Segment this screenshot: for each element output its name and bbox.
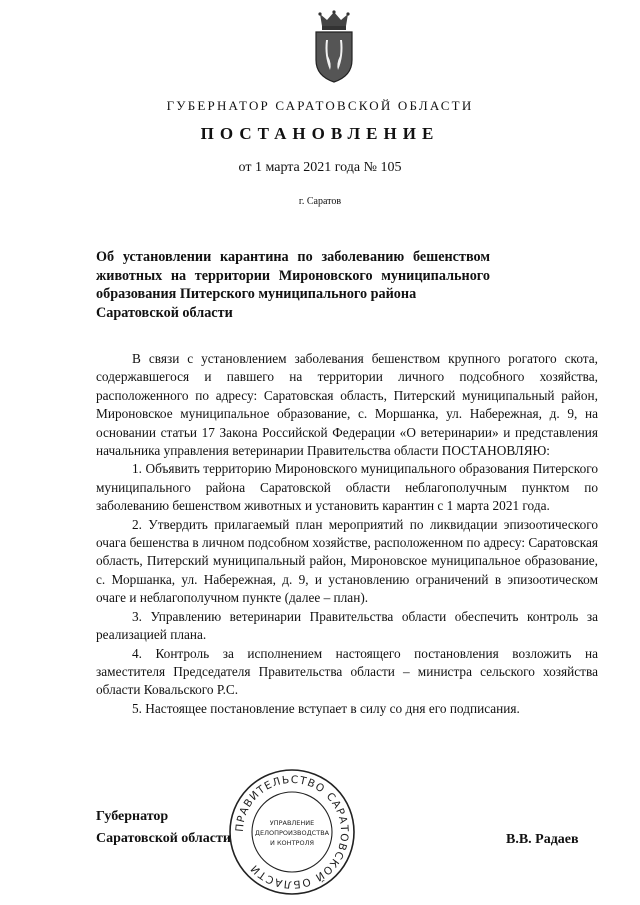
- stamp-line: ДЕЛОПРОИЗВОДСТВА: [254, 829, 330, 837]
- body-item-4: 4. Контроль за исполнением настоящего постановления возложить на заместителя Председателя Правительства области – министра сельского хозяйства области Ковальского Р.С.: [96, 645, 598, 698]
- signatory-position: [96, 806, 231, 850]
- stamp-ring-text: ПРАВИТЕЛЬСТВО САРАТОВСКОЙ ОБЛАСТИ: [233, 773, 351, 891]
- subject-line: Об установлении карантина по заболеванию бешенством: [96, 249, 490, 265]
- issuer-title: ГУБЕРНАТОР САРАТОВСКОЙ ОБЛАСТИ: [166, 98, 474, 113]
- subject-line: Саратовской области: [96, 304, 233, 321]
- signatory-position-line: Губернатор: [96, 809, 169, 824]
- body-item-5: 5. Настоящее постановление вступает в силу со дня его подписания.: [132, 700, 520, 716]
- stamp-line: УПРАВЛЕНИЕ: [269, 819, 315, 827]
- subject-line: образования Питерского муниципального района: [96, 286, 417, 302]
- body-item-3: 3. Управлению ветеринарии Правительства области обеспечить контроль за реализацией плана.: [96, 608, 598, 643]
- body-item-2: 2. Утвердить прилагаемый план мероприятий по ликвидации эпизоотического очага бешенства в личном подсобном хозяйстве, расположенном по адресу: Саратовская область, Питерский муниципальный район, Мироновское муниципальное образование, с. Моршанка, ул. Набережная, д. 9, и установлению ограничений в эпизоотическом очаге и неблагополучном пункте (далее – план).: [96, 516, 598, 606]
- signatory-name: В.В. Радаев: [506, 832, 579, 847]
- body-paragraph-intro: В связи с установлением заболевания бешенством крупного рогатого скота, содержавшегося и павшего на территории личного подсобного хозяйства, расположенного по адресу: Саратовская область, Питерский муниципальный район, Мироновское муниципальное образование, с. Моршанка, ул. Набережная, д. 9, на основании статьи 17 Закона Российской Федерации «О ветеринарии» и представления начальника управления ветеринарии Правительства области ПОСТАНОВЛЯЮ:: [96, 351, 598, 459]
- document-place: г. Саратов: [298, 196, 342, 207]
- document-subject: [96, 248, 490, 322]
- document-type: ПОСТАНОВЛЕНИЕ: [200, 124, 440, 143]
- signatory-position-line: Саратовской области: [96, 831, 231, 846]
- stamp-line: И КОНТРОЛЯ: [270, 839, 314, 847]
- document-body: [96, 350, 598, 718]
- coat-of-arms-icon: [306, 10, 362, 84]
- subject-line: животных на территории Мироновского муниципального: [96, 267, 490, 284]
- official-stamp: [228, 768, 356, 896]
- body-item-1: 1. Объявить территорию Мироновского муниципального образования Питерского муниципального района Саратовской области неблагополучным пунктом по заболеванию бешенством животных и установить карантин с 1 марта 2021 года.: [96, 461, 598, 514]
- document-date-number: от 1 марта 2021 года № 105: [238, 160, 402, 175]
